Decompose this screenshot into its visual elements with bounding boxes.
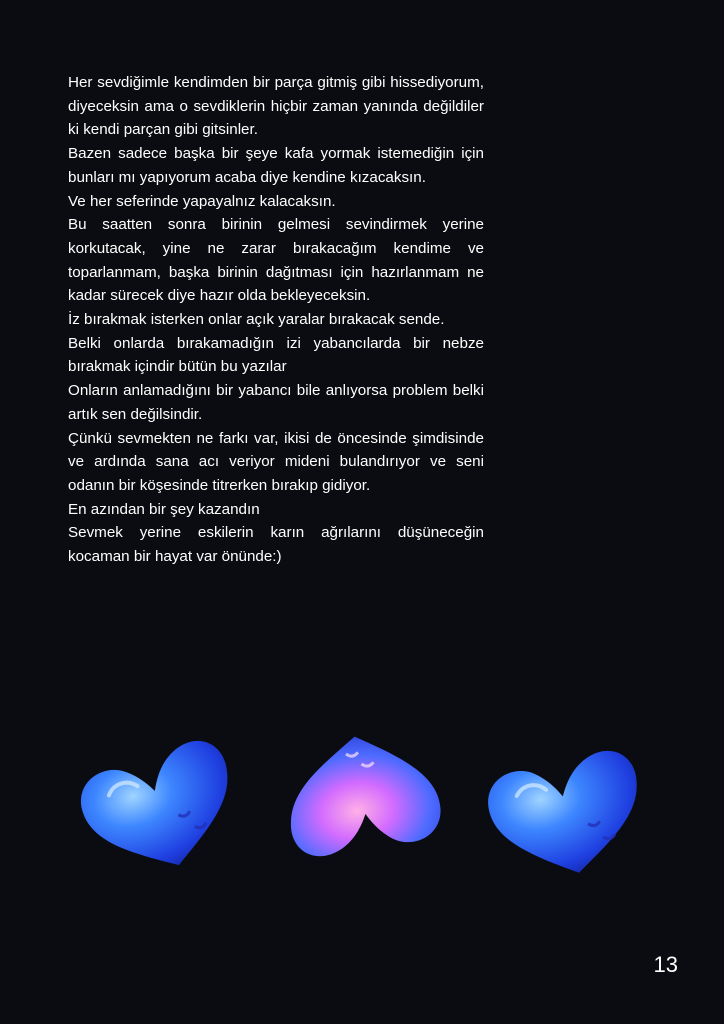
page-number: 13	[653, 952, 678, 977]
upside-down-pink-heart-icon	[278, 728, 448, 863]
paragraph-7: Onların anlamadığını bir yabancı bile anlıyorsa problem belki artık sen değilsindir.	[68, 382, 484, 423]
paragraph-6: Belki onlarda bırakamadığın izi yabancılarda bir nebze bırakmak içindir bütün bu yazılar	[68, 334, 484, 376]
body-text	[68, 71, 484, 569]
paragraph-9: En azından bir şey kazandın	[68, 500, 260, 518]
blue-heart-icon	[482, 746, 652, 881]
paragraph-1: Her sevdiğimle kendimden bir parça gitmiş gibi hissediyorum, diyeceksin ama o sevdiklerin hiçbir zaman yanında değildiler ki kendi parçan gibi gitsinler.	[68, 74, 484, 139]
paragraph-5: İz bırakmak isterken onlar açık yaralar bırakacak sende.	[68, 311, 445, 329]
blue-heart-icon	[76, 740, 246, 875]
heart-illustrations	[70, 722, 670, 892]
paragraph-10: Sevmek yerine eskilerin karın ağrılarını düşüneceğin kocaman bir hayat var önünde:)	[68, 524, 484, 566]
paragraph-4: Bu saatten sonra birinin gelmesi sevindirmek yerine korkutacak, yine ne zarar bırakacağım kendime ve toparlanmam, başka birinin dağıtması için hazırlanmam ne kadar sürecek diye hazır olda bekleyeceksin.	[68, 216, 484, 305]
paragraph-8: Çünkü sevmekten ne farkı var, ikisi de öncesinde şimdisinde ve ardında sana acı veriyor mideni bulandırıyor ve seni odanın bir köşesinde titrerken bırakıp gidiyor.	[68, 429, 484, 494]
paragraph-2: Bazen sadece başka bir şeye kafa yormak istemediğin için bunları mı yapıyorum acaba diye kendine kızacaksın.	[68, 145, 484, 186]
paragraph-3: Ve her seferinde yapayalnız kalacaksın.	[68, 192, 336, 210]
